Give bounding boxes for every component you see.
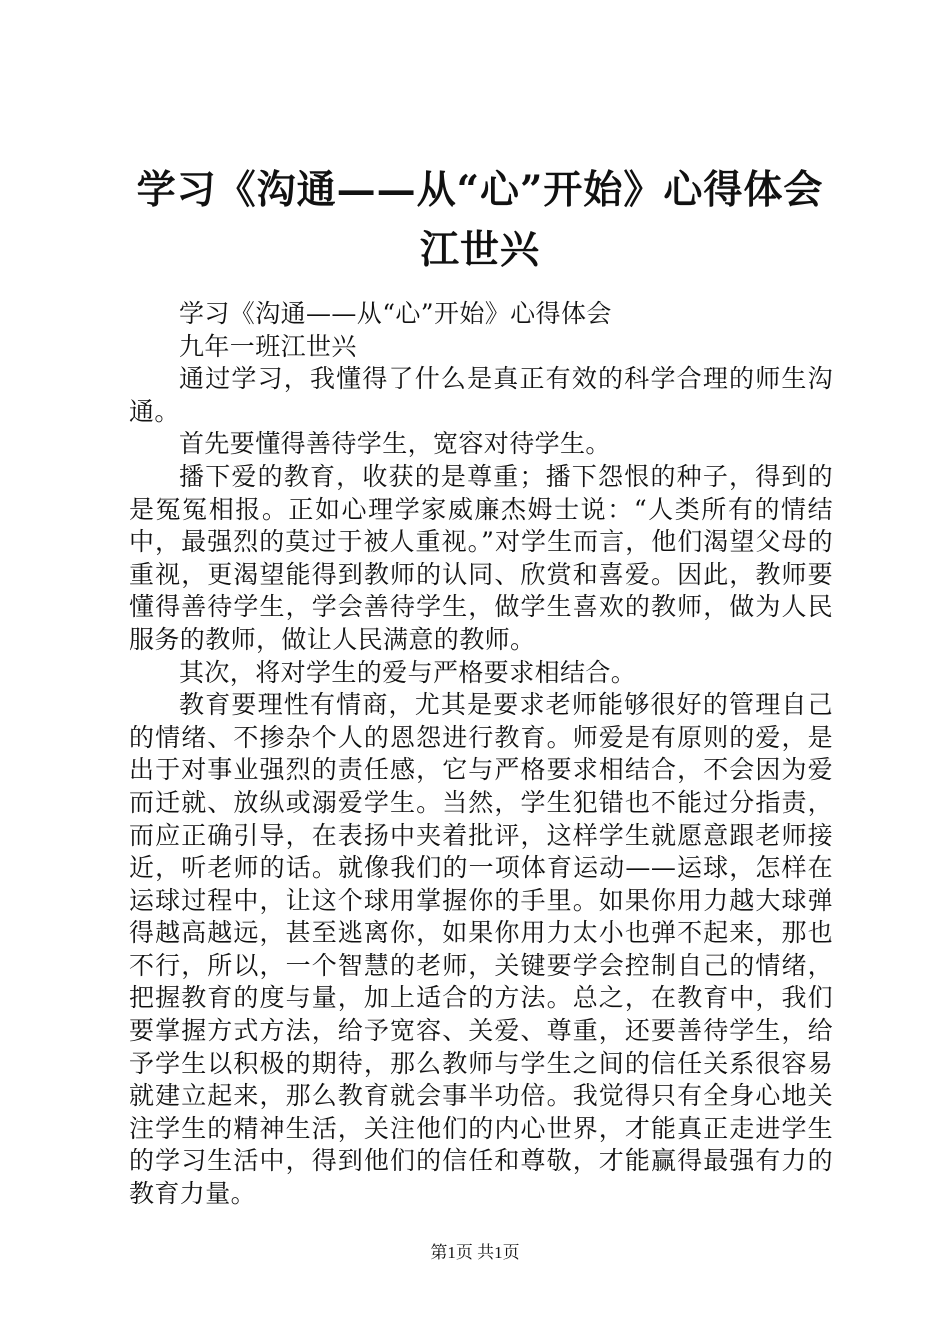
document-body bbox=[129, 298, 833, 1211]
page-footer: 第1页 共1页 bbox=[430, 1243, 520, 1262]
body-paragraph: 播下爱的教育，收获的是尊重；播下怨恨的种子，得到的是冤冤相报。正如心理学家威廉杰姆士说：“人类所有的情结中，最强烈的莫过于被人重视。”对学生而言，他们渴望父母的重视，更渴望能得到教师的认同、欣赏和喜爱。因此，教师要懂得善待学生，学会善待学生，做学生喜欢的教师，做为人民服务的教师，做让人民满意的教师。 bbox=[129, 461, 833, 654]
body-paragraph: 教育要理性有情商，尤其是要求老师能够很好的管理自己的情绪、不掺杂个人的恩怨进行教育。师爱是有原则的爱，是出于对事业强烈的责任感，它与严格要求相结合，不会因为爱而迁就、放纵或溺爱学生。当然，学生犯错也不能过分指责，而应正确引导，在表扬中夹着批评，这样学生就愿意跟老师接近，听老师的话。就像我们的一项体育运动——运球，怎样在运球过程中，让这个球用掌握你的手里。如果你用力越大球弹得越高越远，甚至逃离你，如果你用力太小也弹不起来，那也不行，所以，一个智慧的老师，关键要学会控制自己的情绪，把握教育的度与量，加上适合的方法。总之，在教育中，我们要掌握方式方法，给予宽容、关爱、尊重，还要善待学生，给予学生以积极的期待，那么教师与学生之间的信任关系很容易就建立起来，那么教育就会事半功倍。我觉得只有全身心地关注学生的精神生活，关注他们的内心世界，才能真正走进学生的学习生活中，得到他们的信任和尊敬，才能赢得最强有力的教育力量。 bbox=[129, 690, 833, 1209]
body-paragraph: 其次，将对学生的爱与严格要求相结合。 bbox=[179, 657, 637, 687]
document-title: 学习《沟通——从“心”开始》心得体会江世兴 bbox=[136, 167, 824, 273]
author-paragraph: 九年一班江世兴 bbox=[179, 331, 357, 361]
body-paragraph: 首先要懂得善待学生，宽容对待学生。 bbox=[179, 429, 611, 459]
body-paragraph: 通过学习，我懂得了什么是真正有效的科学合理的师生沟通。 bbox=[129, 364, 833, 426]
subtitle-paragraph: 学习《沟通——从“心”开始》心得体会 bbox=[179, 299, 612, 328]
